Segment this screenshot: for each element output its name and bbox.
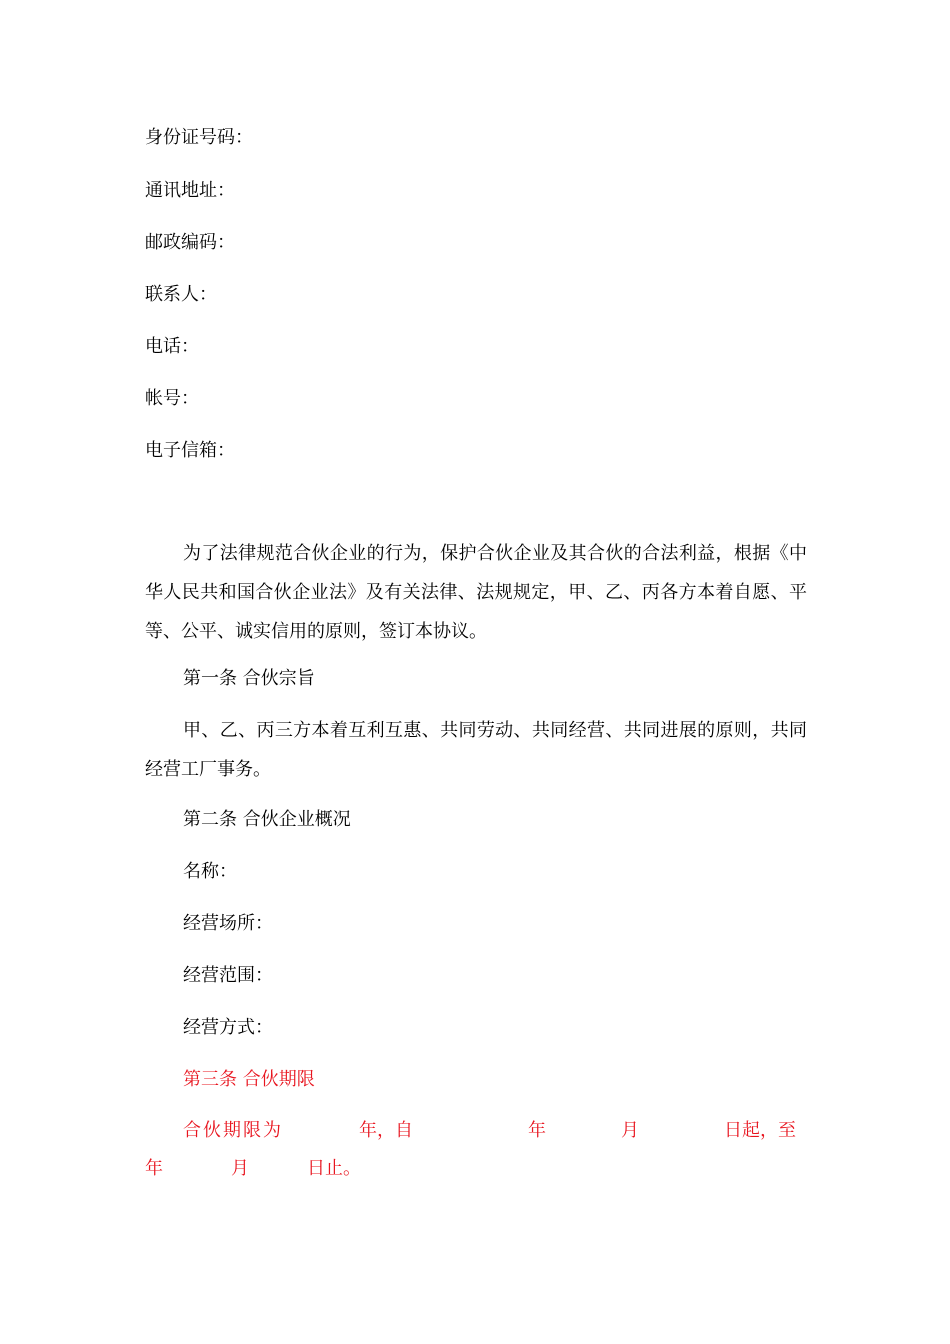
field-postal-code: 邮政编码： — [145, 232, 235, 253]
article-2-scope: 经营范围： — [183, 965, 273, 986]
term-start-day: 日起，至 — [724, 1120, 796, 1141]
term-start-year: 年 — [528, 1120, 546, 1141]
field-email: 电子信箱： — [145, 440, 235, 461]
term-end-month: 月 — [231, 1158, 249, 1179]
article-3-heading: 第三条 合伙期限 — [183, 1069, 315, 1090]
article-3-term-line-2 — [145, 1154, 807, 1184]
field-contact-person: 联系人： — [145, 284, 217, 305]
term-end-year: 年 — [145, 1158, 163, 1179]
term-years-from: 年，自 — [359, 1120, 413, 1141]
term-end-day: 日止。 — [307, 1158, 361, 1179]
article-1-heading: 第一条 合伙宗旨 — [183, 668, 315, 689]
article-2-heading: 第二条 合伙企业概况 — [183, 809, 351, 830]
article-3-term-line-1 — [145, 1116, 807, 1146]
field-account: 帐号： — [145, 388, 199, 409]
field-address: 通讯地址： — [145, 180, 235, 201]
article-2-premises: 经营场所： — [183, 913, 273, 934]
term-start-month: 月 — [621, 1120, 639, 1141]
term-prefix: 合伙期限为 — [183, 1120, 283, 1141]
field-id-number: 身份证号码： — [145, 127, 253, 148]
preamble-paragraph: 为了法律规范合伙企业的行为，保护合伙企业及其合伙的合法利益，根据《中华人民共和国合伙企业法》及有关法律、法规规定，甲、乙、丙各方本着自愿、平等、公平、诚实信用的原则，签订本协议。 — [145, 543, 807, 642]
article-2-name: 名称： — [183, 861, 237, 882]
article-1-body: 甲、乙、丙三方本着互利互惠、共同劳动、共同经营、共同进展的原则，共同经营工厂事务。 — [145, 720, 807, 780]
article-2-method: 经营方式： — [183, 1017, 273, 1038]
field-phone: 电话： — [145, 336, 199, 357]
